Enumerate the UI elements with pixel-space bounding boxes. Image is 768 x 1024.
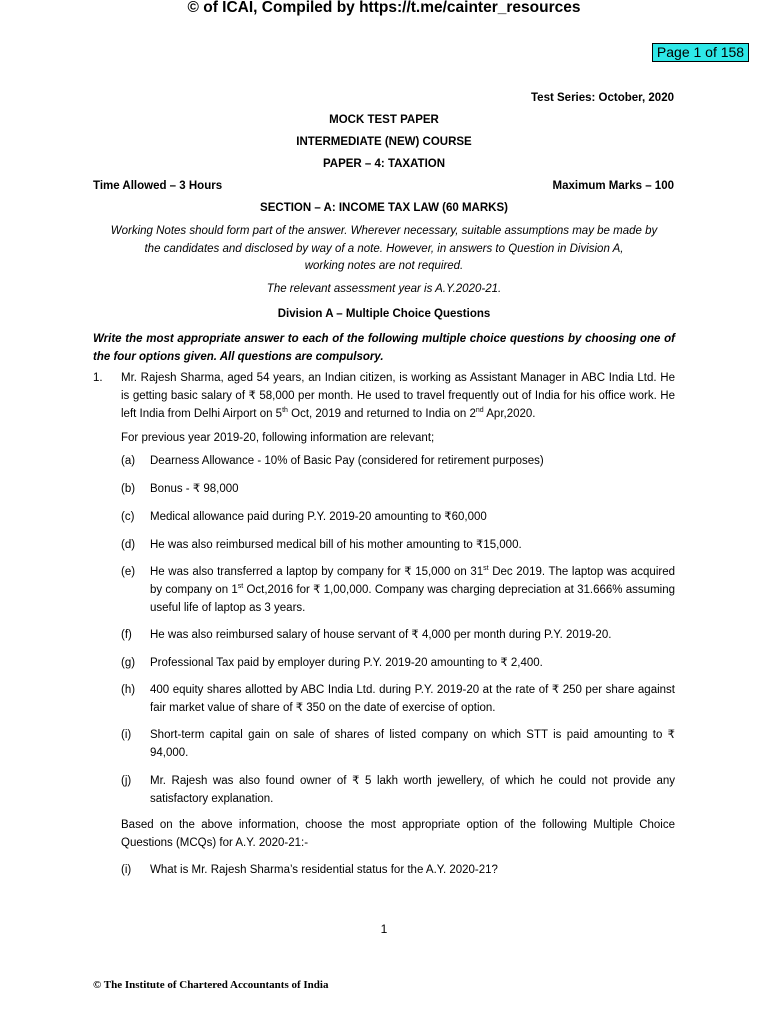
- list-item-text: 400 equity shares allotted by ABC India Ltd. during P.Y. 2019-20 at the rate of ₹ 250 per share against fair market value of share of ₹ 350 on the date of exercise of option.: [150, 684, 675, 714]
- paper-subject: PAPER – 4: TAXATION: [322, 158, 446, 170]
- list-item-letter: (e): [121, 566, 136, 578]
- division-instruction: Write the most appropriate answer to each of the following multiple choice questions by choosing one of the four options given. All questions are compulsory.: [93, 333, 675, 363]
- list-item-text: Short-term capital gain on sale of shares of listed company on which STT is paid amounting to ₹ 94,000.: [150, 729, 675, 759]
- question-stem: Mr. Rajesh Sharma, aged 54 years, an Indian citizen, is working as Assistant Manager in ABC India Ltd. He is getting basic salary of ₹ 58,000 per month. He used to travel frequently out of India for his office work. He left India from Delhi Airport on 5th Oct, 2019 and returned to India on 2nd Apr,2020.: [121, 372, 675, 420]
- list-item-text: He was also transferred a laptop by company for ₹ 15,000 on 31st Dec 2019. The laptop was acquired by company on 1st Oct,2016 for ₹ 1,00,000. Company was charging depreciation at 31.666% assuming useful life of laptop as 3 years.: [150, 565, 675, 614]
- mcq-question-text: What is Mr. Rajesh Sharma’s residential status for the A.Y. 2020-21?: [150, 864, 498, 876]
- list-item-letter: (d): [121, 539, 136, 551]
- list-item-text: Medical allowance paid during P.Y. 2019-20 amounting to ₹60,000: [150, 511, 487, 523]
- list-item-text: He was also reimbursed medical bill of his mother amounting to ₹15,000.: [150, 539, 522, 551]
- time-allowed: Time Allowed – 3 Hours: [93, 180, 223, 192]
- working-notes-line-1: Working Notes should form part of the answer. Wherever necessary, suitable assumptions may be made by: [110, 225, 658, 237]
- question-number: 1.: [93, 372, 103, 384]
- page-indicator-badge: Page 1 of 158: [652, 43, 749, 62]
- list-item-letter: (h): [121, 684, 136, 696]
- list-item-letter: (a): [121, 455, 136, 467]
- page-number: 1: [380, 922, 388, 936]
- list-item-letter: (j): [121, 775, 132, 787]
- list-item-text: Bonus - ₹ 98,000: [150, 483, 239, 495]
- course-title: INTERMEDIATE (NEW) COURSE: [296, 136, 472, 148]
- mcq-number: (i): [121, 864, 132, 876]
- list-item-text: Dearness Allowance - 10% of Basic Pay (considered for retirement purposes): [150, 455, 544, 467]
- list-item-text: Mr. Rajesh was also found owner of ₹ 5 lakh worth jewellery, of which he could not provide any satisfactory explanation.: [150, 775, 675, 805]
- list-item-letter: (c): [121, 511, 135, 523]
- list-item-letter: (g): [121, 657, 136, 669]
- list-item-letter: (i): [121, 729, 132, 741]
- section-heading: SECTION – A: INCOME TAX LAW (60 MARKS): [260, 202, 508, 214]
- mcq-instruction: Based on the above information, choose the most appropriate option of the following Multiple Choice Questions (MCQs) for A.Y. 2020-21:-: [121, 819, 675, 849]
- source-banner: © of ICAI, Compiled by https://t.me/cainter_resources: [187, 0, 581, 16]
- working-notes-line-3: working notes are not required.: [304, 260, 464, 272]
- question-intro: For previous year 2019-20, following information are relevant;: [121, 432, 435, 444]
- assessment-year-note: The relevant assessment year is A.Y.2020-21.: [266, 283, 502, 295]
- paper-title: MOCK TEST PAPER: [329, 114, 439, 126]
- working-notes-line-2: the candidates and disclosed by way of a note. However, in answers to Question in Division A,: [144, 243, 624, 255]
- footer-copyright: © The Institute of Chartered Accountants of India: [93, 979, 329, 991]
- list-item-letter: (f): [121, 629, 132, 641]
- maximum-marks: Maximum Marks – 100: [552, 180, 674, 192]
- list-item-text: Professional Tax paid by employer during P.Y. 2019-20 amounting to ₹ 2,400.: [150, 657, 543, 669]
- division-heading: Division A – Multiple Choice Questions: [277, 308, 491, 320]
- list-item-letter: (b): [121, 483, 136, 495]
- test-series-label: Test Series: October, 2020: [531, 92, 674, 104]
- list-item-text: He was also reimbursed salary of house servant of ₹ 4,000 per month during P.Y. 2019-20.: [150, 629, 612, 641]
